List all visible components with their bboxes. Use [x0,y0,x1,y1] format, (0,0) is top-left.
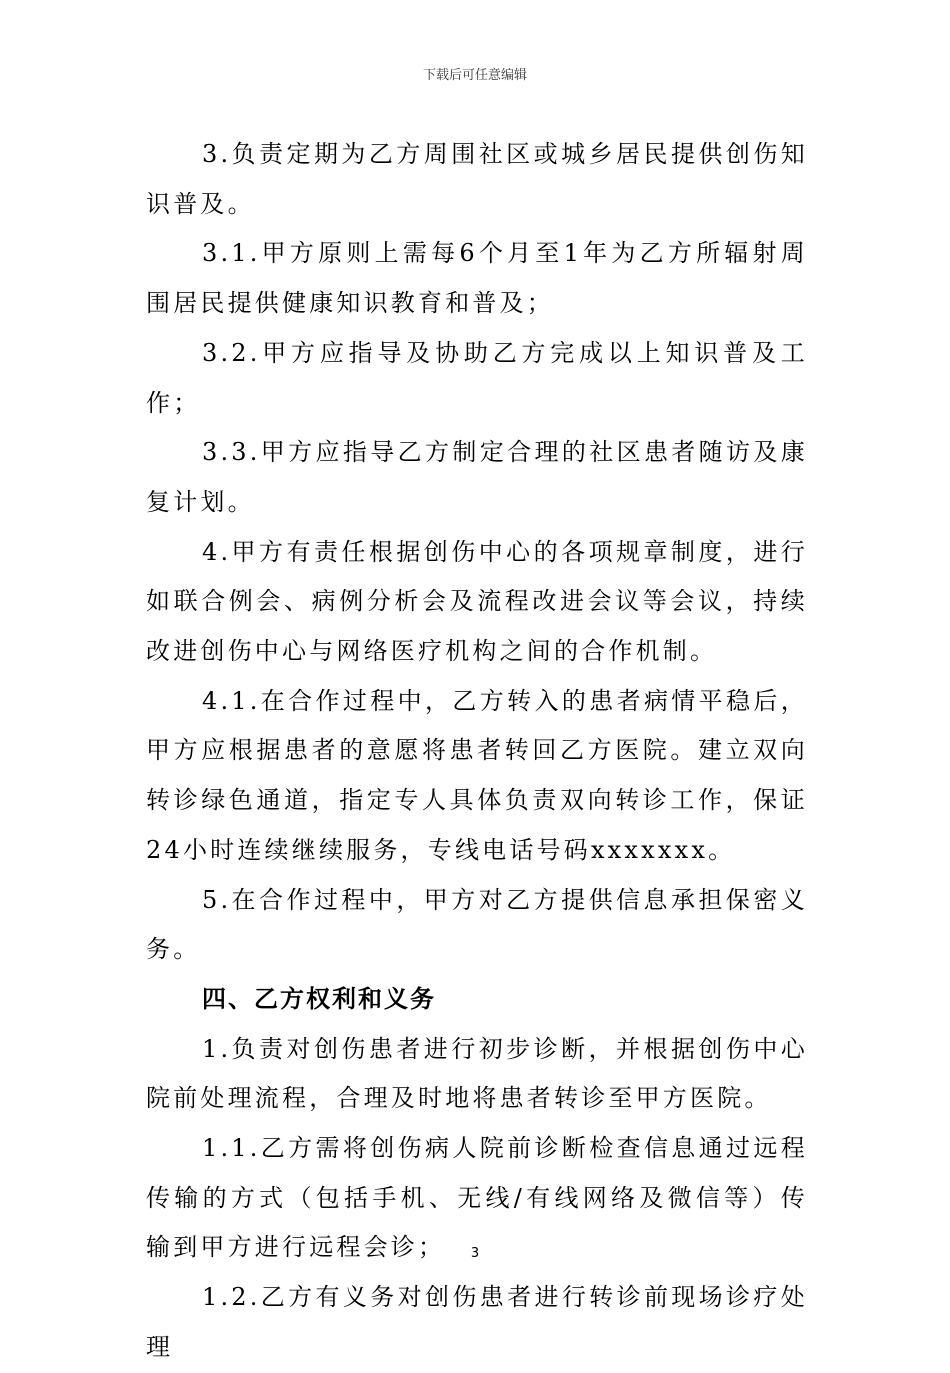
paragraph-b-1: 1.负责对创伤患者进行初步诊断，并根据创伤中心院前处理流程，合理及时地将患者转诊至甲方医院。 [146,1034,808,1113]
page-number: 3 [470,1246,480,1261]
paragraph-5: 5.在合作过程中，甲方对乙方提供信息承担保密义务。 [146,885,808,964]
paragraph-4: 4.甲方有责任根据创伤中心的各项规章制度，进行如联合例会、病例分析会及流程改进会议等会议，持续改进创伤中心与网络医疗机构之间的合作机制。 [146,537,808,666]
page-header: 下载后可任意编辑 [422,68,527,83]
paragraph-3: 3.负责定期为乙方周围社区或城乡居民提供创伤知识普及。 [146,140,808,218]
paragraph-3-1: 3.1.甲方原则上需每6个月至1年为乙方所辐射周围居民提供健康知识教育和普及； [146,239,808,318]
section-heading: 四、乙方权利和义务 [202,984,436,1013]
paragraph-b-1-2: 1.2.乙方有义务对创伤患者进行转诊前现场诊疗处理 [146,1283,808,1361]
paragraph-4-1: 4.1.在合作过程中，乙方转入的患者病情平稳后，甲方应根据患者的意愿将患者转回乙方医院。建立双向转诊绿色通道，指定专人具体负责双向转诊工作，保证24小时连续继续服务，专线电话号码xxxxxxx。 [146,686,808,864]
document-body [146,130,808,1373]
paragraph-3-2: 3.2.甲方应指导及协助乙方完成以上知识普及工作； [146,338,808,417]
paragraph-b-1-1: 1.1.乙方需将创伤病人院前诊断检查信息通过远程传输的方式（包括手机、无线/有线网络及微信等）传输到甲方进行远程会诊； [146,1134,808,1262]
paragraph-3-3: 3.3.甲方应指导乙方制定合理的社区患者随访及康复计划。 [146,438,808,516]
